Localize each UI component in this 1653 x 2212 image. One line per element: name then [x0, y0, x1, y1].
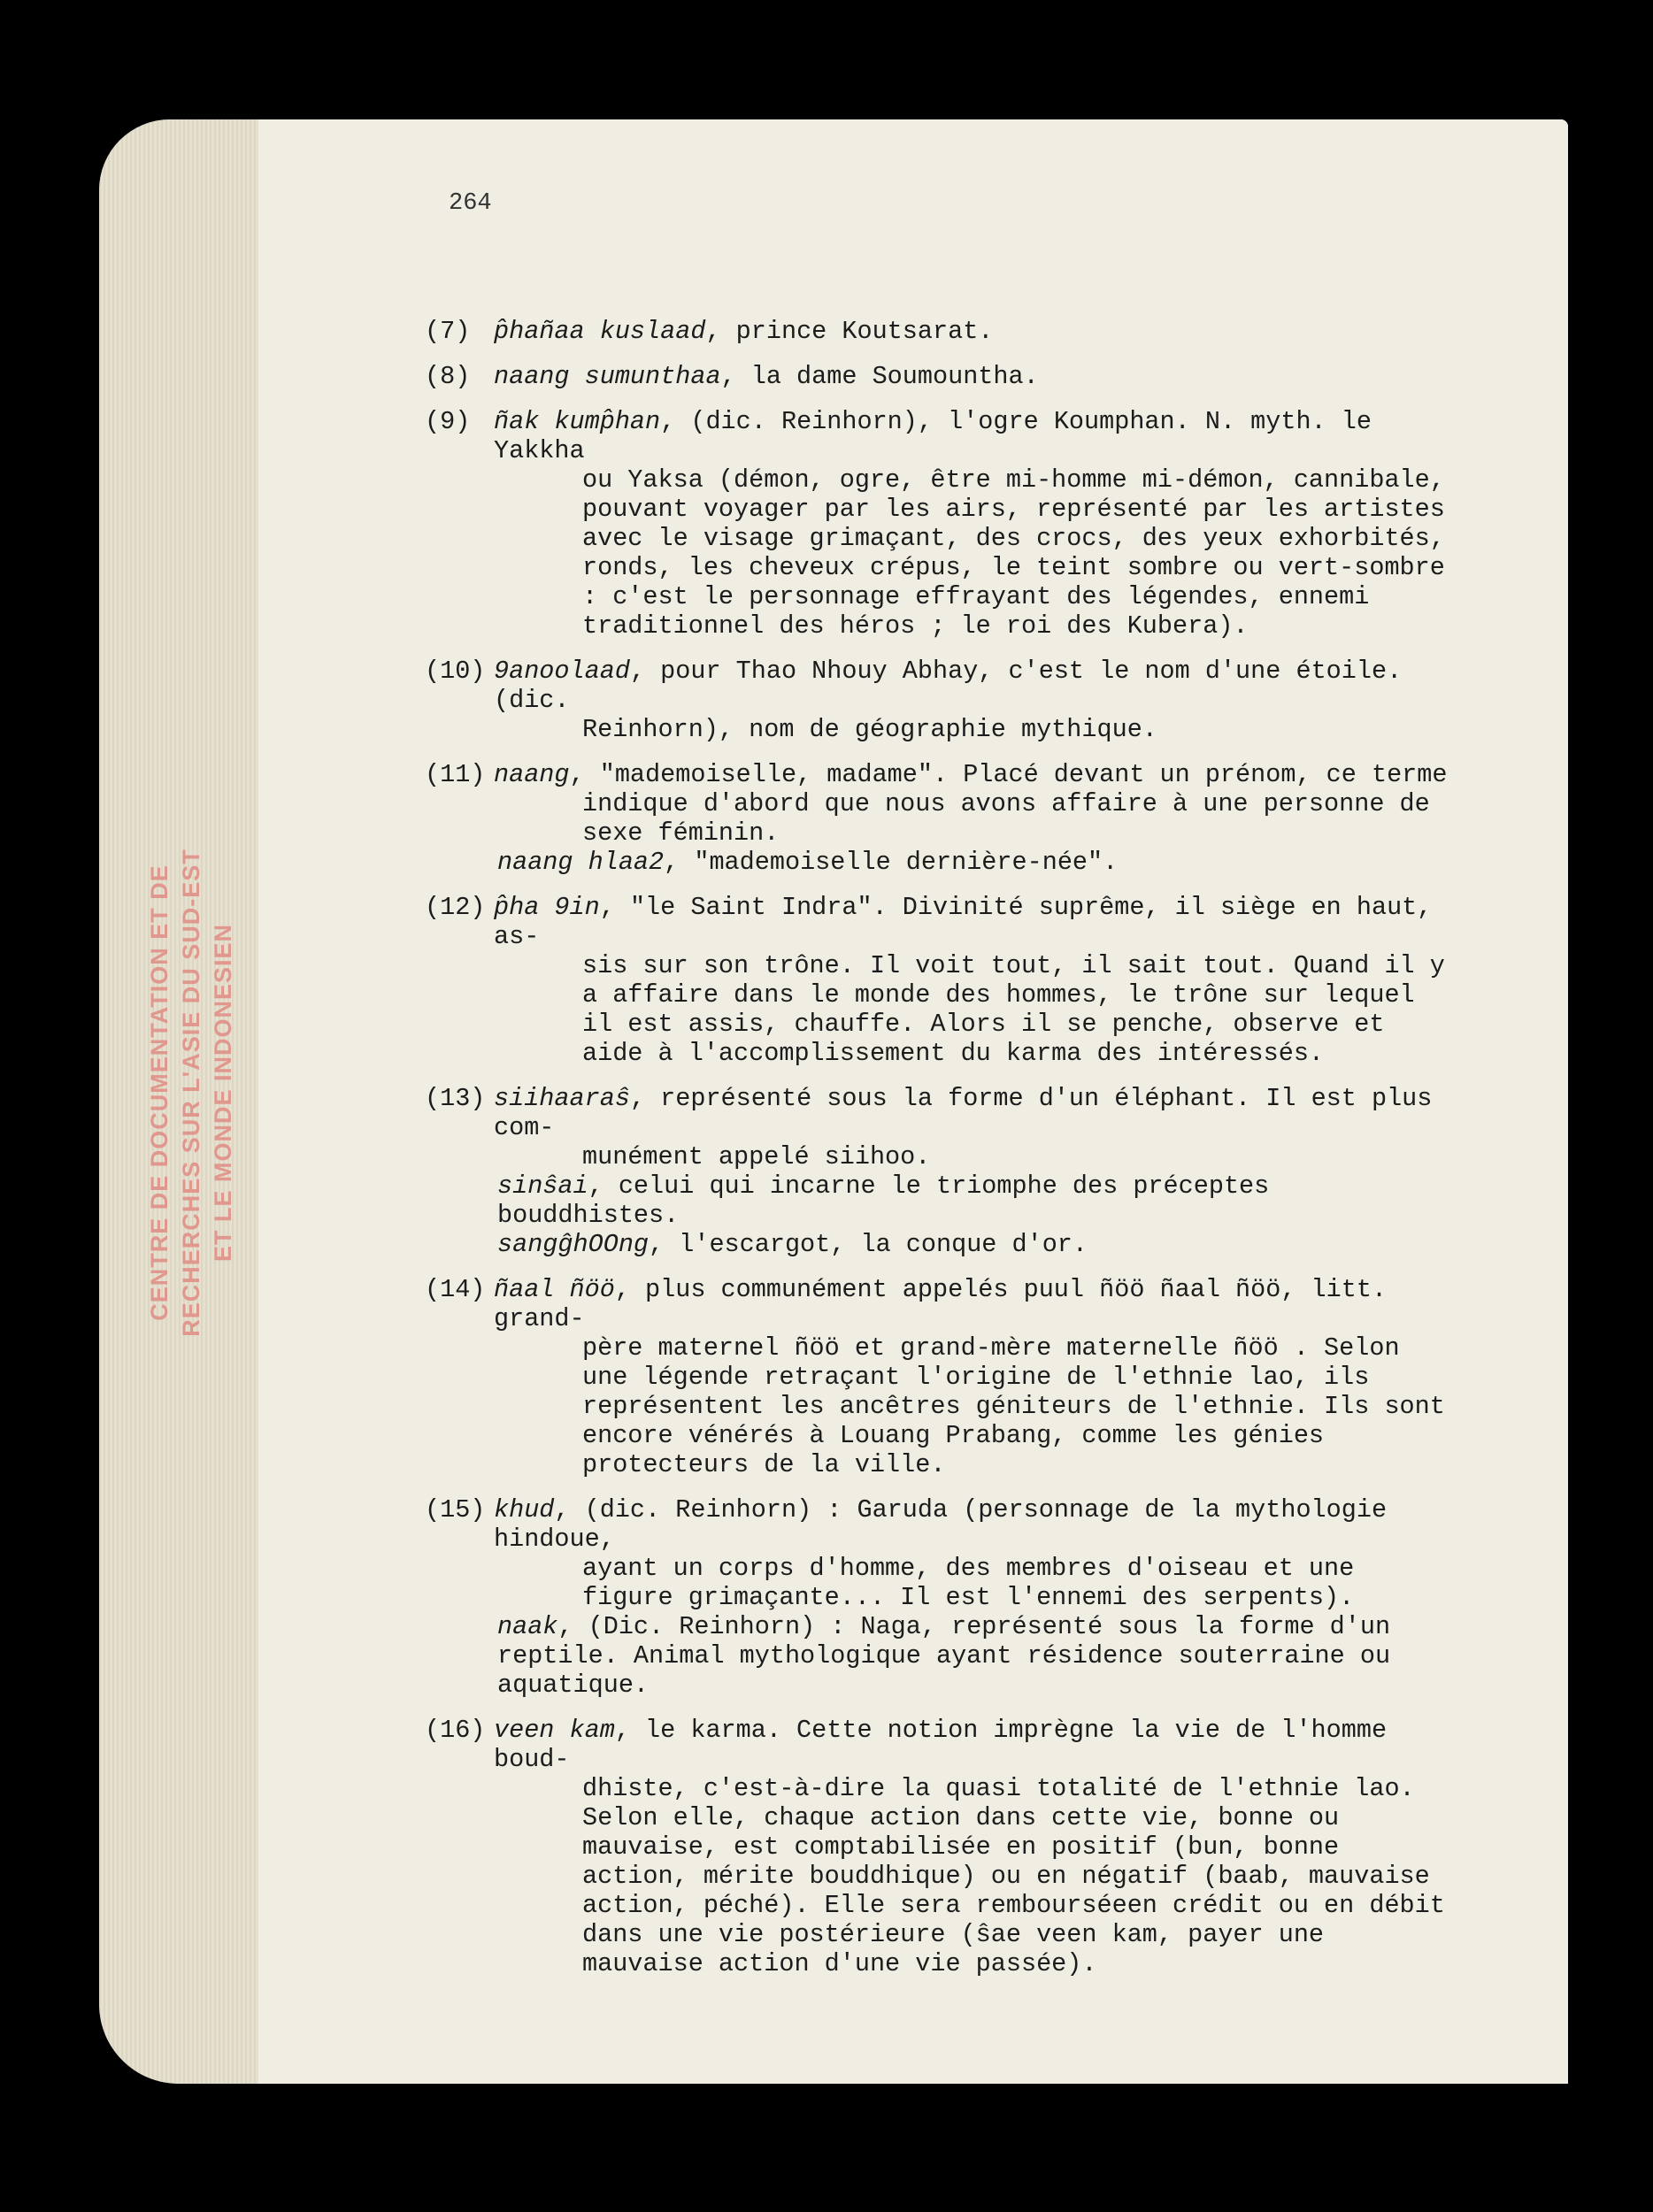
note-item	[425, 1084, 1465, 1259]
note-number: (14)	[425, 1275, 486, 1304]
subentry-term: naang hlaa2	[497, 848, 665, 877]
note-continuation: père maternel ñöö et grand-mère maternelle ñöö . Selon une légende retraçant l'origine de l'ethnie lao, ils représentent les ancêtres géniteurs de l'ethnie. Ils sont encore vénérés à Louang Prabang, comme les génies protecteurs de la ville.	[582, 1333, 1445, 1479]
library-stamp	[143, 783, 239, 1402]
note-row	[425, 1495, 1465, 1612]
notes-list	[425, 317, 1465, 1994]
note-number: (9)	[425, 407, 471, 436]
subentry-term: sinŝai	[497, 1171, 588, 1201]
stamp-line: RECHERCHES SUR L'ASIE DU SUD-EST	[178, 849, 204, 1337]
note-continuation: sis sur son trône. Il voit tout, il sait tout. Quand il y a affaire dans le monde des hommes, le trône sur lequel il est assis, chauffe. Alors il se penche, observe et aide à l'accomplissement du karma des intéressés.	[582, 951, 1445, 1068]
subentry-text: , l'escargot, la conque d'or.	[649, 1230, 1088, 1259]
note-row	[425, 1084, 1465, 1171]
subentry-text: , "mademoiselle dernière-née".	[664, 848, 1119, 877]
note-term: veen kam	[494, 1716, 615, 1745]
note-row	[425, 317, 1465, 346]
note-number: (13)	[425, 1084, 486, 1113]
note-body	[494, 1495, 1465, 1612]
note-term: p̂hañaa kuslaad	[494, 317, 706, 346]
page-number: 264	[449, 190, 492, 217]
note-subentry	[497, 848, 1465, 877]
note-number: (16)	[425, 1716, 486, 1745]
note-body	[494, 362, 1465, 391]
note-term: ñaal ñöö	[494, 1275, 615, 1304]
subentry-term: sangĝhOOng	[497, 1230, 650, 1259]
note-item	[425, 893, 1465, 1068]
note-text: , prince Koutsarat.	[705, 317, 994, 346]
stamp-line: ET LE MONDE INDONESIEN	[210, 923, 236, 1263]
note-body	[494, 893, 1465, 1068]
note-item	[425, 407, 1465, 641]
note-item	[425, 317, 1465, 346]
note-continuation: ayant un corps d'homme, des membres d'oiseau et une figure grimaçante... Il est l'ennemi des serpents).	[582, 1554, 1355, 1612]
note-body	[494, 407, 1465, 641]
note-term: naang	[494, 760, 570, 789]
note-body	[494, 1716, 1465, 1978]
note-item	[425, 657, 1465, 744]
note-term: p̂ha 9in	[494, 893, 600, 922]
note-item	[425, 760, 1465, 877]
note-number: (8)	[425, 362, 471, 391]
note-row	[425, 407, 1465, 641]
note-text: , "le Saint Indra". Divinité suprême, il siège en haut, as-	[494, 893, 1433, 951]
note-body	[494, 657, 1465, 744]
note-number: (12)	[425, 893, 486, 922]
note-body	[494, 760, 1465, 848]
note-number: (15)	[425, 1495, 486, 1525]
note-term: naang sumunthaa	[494, 362, 721, 391]
note-row	[425, 893, 1465, 1068]
note-item	[425, 1716, 1465, 1978]
note-term: ñak kump̂han	[494, 407, 661, 436]
note-text: , (dic. Reinhorn), l'ogre Koumphan. N. myth. le Yakkha	[494, 407, 1372, 465]
note-term: 9anoolaad	[494, 657, 630, 686]
note-term: siihaaraŝ	[494, 1084, 630, 1113]
note-row	[425, 760, 1465, 848]
note-row	[425, 1716, 1465, 1978]
note-continuation: ou Yaksa (démon, ogre, être mi-homme mi-démon, cannibale, pouvant voyager par les airs, représenté par les artistes avec le visage grimaçant, des crocs, des yeux exhorbités, ronds, les cheveux crépus, le teint sombre ou vert-sombre : c'est le personnage effrayant des légendes, ennemi traditionnel des héros ; le roi des Kubera).	[582, 465, 1445, 641]
note-row	[425, 657, 1465, 744]
note-text: , représenté sous la forme d'un éléphant. Il est plus com-	[494, 1084, 1433, 1142]
note-subentry	[497, 1230, 1465, 1259]
note-term: khud	[494, 1495, 555, 1525]
note-item	[425, 362, 1465, 391]
note-continuation: Reinhorn), nom de géographie mythique.	[582, 715, 1157, 744]
note-text: , pour Thao Nhouy Abhay, c'est le nom d'une étoile. (dic.	[494, 657, 1403, 715]
note-continuation: munément appelé siihoo.	[582, 1142, 931, 1171]
subentry-text: , (Dic. Reinhorn) : Naga, représenté sous la forme d'un reptile. Animal mythologique ayant résidence souterraine ou aquatique.	[497, 1612, 1391, 1700]
note-body	[494, 1084, 1465, 1171]
note-continuation: dhiste, c'est-à-dire la quasi totalité de l'ethnie lao. Selon elle, chaque action dans cette vie, bonne ou mauvaise, est comptabilisée en positif (bun, bonne action, mérite bouddhique) ou en négatif (baab, mauvaise action, péché). Elle sera rembourséeen crédit ou en débit dans une vie postérieure (ŝae veen kam, payer une mauvaise action d'une vie passée).	[582, 1774, 1445, 1978]
note-body	[494, 317, 1465, 346]
note-item	[425, 1495, 1465, 1700]
note-text: , "mademoiselle, madame". Placé devant un prénom, ce terme	[569, 760, 1448, 789]
subentry-term: naak	[497, 1612, 558, 1641]
note-item	[425, 1275, 1465, 1479]
stamp-line: CENTRE DE DOCUMENTATION ET DE	[146, 864, 173, 1321]
note-subentry	[497, 1171, 1465, 1230]
note-body	[494, 1275, 1465, 1479]
note-text: , la dame Soumountha.	[720, 362, 1039, 391]
note-continuation: indique d'abord que nous avons affaire à une personne de sexe féminin.	[582, 789, 1430, 848]
note-number: (7)	[425, 317, 471, 346]
note-text: , le karma. Cette notion imprègne la vie de l'homme boud-	[494, 1716, 1388, 1774]
note-subentry	[497, 1612, 1465, 1700]
note-text: , plus communément appelés puul ñöö ñaal ñöö, litt. grand-	[494, 1275, 1388, 1333]
note-text: , (dic. Reinhorn) : Garuda (personnage de la mythologie hindoue,	[494, 1495, 1388, 1554]
subentry-text: , celui qui incarne le triomphe des préceptes bouddhistes.	[497, 1171, 1270, 1230]
note-number: (10)	[425, 657, 486, 686]
note-row	[425, 362, 1465, 391]
note-number: (11)	[425, 760, 486, 789]
note-row	[425, 1275, 1465, 1479]
